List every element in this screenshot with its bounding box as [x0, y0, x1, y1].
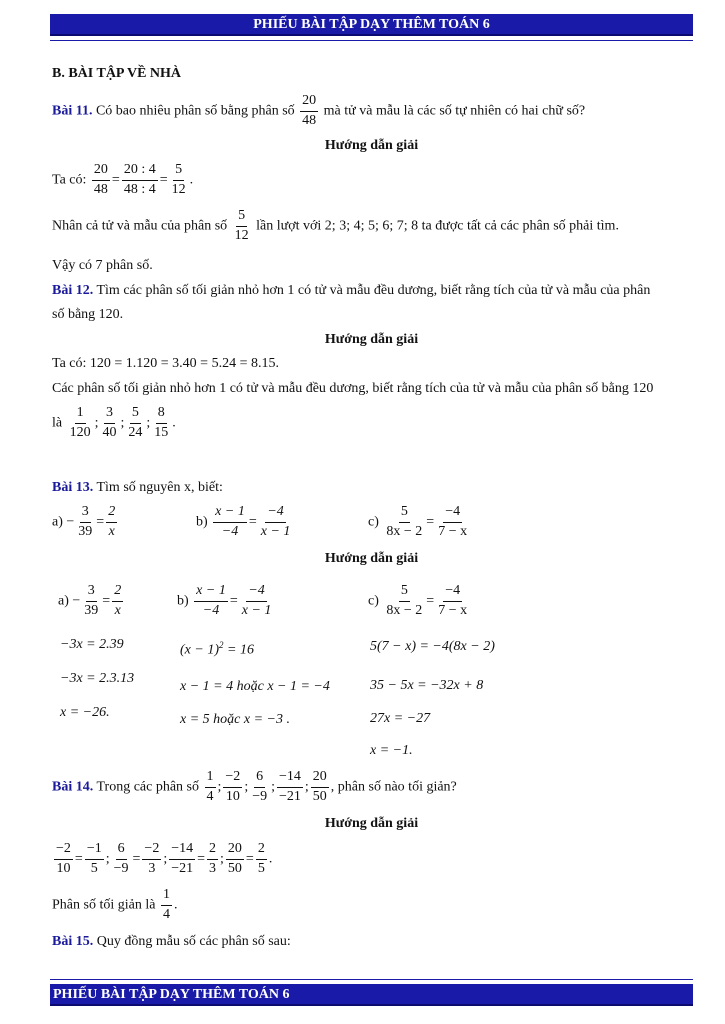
bai13-label: Bài 13. — [52, 480, 94, 495]
bai13-text: Tìm số nguyên x, biết: — [96, 480, 223, 495]
bai13-b-step1: $(x - 1)^2 = 16$ — [180, 640, 254, 658]
fraction: $\frac{5}{12}$ — [234, 208, 249, 243]
fraction: $\frac{2}{x}$ — [114, 583, 122, 618]
fraction: $\frac{x - 1}{-4}$ — [215, 504, 245, 539]
bai11-guide-heading: Hướng dẫn giải — [324, 138, 419, 153]
bai13-c-step4: x = −1. — [370, 743, 413, 758]
fraction: $\frac{-4}{x - 1}$ — [241, 583, 272, 618]
bai13-b-step2: x − 1 = 4 hoặc x − 1 = −4 — [180, 679, 330, 694]
page-footer: PHIẾU BÀI TẬP DẠY THÊM TOÁN 6 — [50, 984, 693, 1006]
bai13-part-c: c) $\frac{5}{8x - 2}$ = $\frac{-4}{7 - x}$ — [368, 504, 468, 539]
fraction: $\frac{3}{39}$ — [78, 504, 93, 539]
bai14-text-a: Trong các phân số — [96, 779, 200, 795]
section-title: B. BÀI TẬP VỀ NHÀ — [52, 66, 182, 81]
bai13-part-a: a) − $\frac{3}{39}$ = $\frac{2}{x}$ — [52, 504, 116, 539]
bai11-line2-a: Nhân cả tử và mẫu của phân số — [52, 218, 228, 234]
bai12-guide-heading: Hướng dẫn giải — [324, 332, 419, 347]
fraction: $\frac{3}{40}$ — [102, 405, 117, 440]
fraction: $\frac{3}{39}$ — [84, 583, 99, 618]
bai13-c-step3: 27x = −27 — [370, 711, 431, 726]
bai12-solution-3: là $\frac{1}{120}$ ; $\frac{3}{40}$ ; $\frac{5}{24}$ ; $\frac{8}{15}$ . — [52, 405, 176, 440]
bai11-fraction: $\frac{20}{48}$ — [302, 93, 317, 128]
bai11-text-a: Có bao nhiêu phân số bằng phân số — [95, 103, 295, 119]
fraction: $\frac{2}{5}$ — [257, 841, 265, 876]
bai14-guide-heading: Hướng dẫn giải — [324, 816, 419, 831]
bai13-b-step3: x = 5 hoặc x = −3 . — [180, 712, 290, 727]
fraction: $\frac{5}{12}$ — [171, 162, 186, 197]
bai15-text: Quy đồng mẫu số các phân số sau: — [96, 934, 291, 949]
bai14-conclusion: Phân số tối giản là $\frac{1}{4}$ . — [52, 887, 178, 922]
fraction: $\frac{-2}{3}$ — [144, 841, 160, 876]
fraction: $\frac{-4}{7 - x}$ — [438, 504, 468, 539]
bai12-question-line1 — [52, 283, 650, 299]
bai13-a-step1: −3x = 2.39 — [60, 637, 124, 652]
fraction: $\frac{5}{24}$ — [128, 405, 143, 440]
bai15-label: Bài 15. — [52, 934, 94, 949]
bai11-sol-prefix: Ta có: — [52, 172, 87, 188]
fraction: $\frac{-1}{5}$ — [86, 841, 102, 876]
bai11-line2-b: lần lượt với 2; 3; 4; 5; 6; 7; 8 ta được tất cả các phân số phải tìm. — [256, 218, 619, 234]
fraction: $\frac{20 : 4}{48 : 4}$ — [123, 162, 156, 197]
fraction: $\frac{-4}{x - 1}$ — [260, 504, 291, 539]
fraction: $\frac{-4}{7 - x}$ — [438, 583, 468, 618]
bai14-solution-1: $\frac{-2}{10}$ = $\frac{-1}{5}$ ; $\frac{6}{-9}$ = $\frac{-2}{3}$ ; $\frac{-14}{-21}$ = $\frac{2}{3}$ ; $\frac{20}{50}$ = $\frac{2}{5}$ . — [56, 841, 273, 876]
fraction: $\frac{x - 1}{-4}$ — [196, 583, 226, 618]
bai13-sol-c-header: c) $\frac{5}{8x - 2}$ = $\frac{-4}{7 - x}$ — [368, 583, 468, 618]
bai14-label: Bài 14. — [52, 779, 94, 795]
bai14-question: Bài 14. Trong các phân số $\frac{1}{4}$ ; $\frac{-2}{10}$ ; $\frac{6}{-9}$ ; $\frac{-14}{-21}$ ; $\frac{20}{50}$ , phân số nào tối giản? — [52, 769, 457, 804]
bai14-conclusion-prefix: Phân số tối giản là — [52, 897, 156, 913]
fraction: $\frac{1}{4}$ — [162, 887, 170, 922]
bai11-solution-2 — [52, 209, 619, 243]
footer-rule — [50, 979, 693, 980]
fraction: $\frac{20}{50}$ — [312, 769, 327, 804]
bai12-solution-1: Ta có: 120 = 1.120 = 3.40 = 5.24 = 8.15. — [52, 356, 279, 371]
bai13-question — [52, 480, 223, 496]
bai13-a-step3: x = −26. — [60, 705, 110, 720]
bai13-c-step2: 35 − 5x = −32x + 8 — [370, 678, 484, 693]
fraction: $\frac{-14}{-21}$ — [279, 769, 301, 804]
bai13-sol-b-header: b) $\frac{x - 1}{-4}$ = $\frac{-4}{x - 1}$ — [177, 583, 272, 618]
bai11-label: Bài 11. — [52, 103, 93, 119]
bai13-c-step1: 5(7 − x) = −4(8x − 2) — [370, 639, 495, 654]
bai13-a-step2: −3x = 2.3.13 — [60, 671, 135, 686]
bai11-text-b: mà tử và mẫu là các số tự nhiên có hai chữ số? — [323, 103, 586, 119]
fraction: $\frac{-2}{10}$ — [225, 769, 241, 804]
bai11-question — [52, 94, 585, 128]
bai13-sol-a-header: a) − $\frac{3}{39}$ = $\frac{2}{x}$ — [58, 583, 122, 618]
fraction: $\frac{1}{4}$ — [206, 769, 214, 804]
fraction: $\frac{6}{-9}$ — [252, 769, 268, 804]
bai11-conclusion: Vậy có 7 phân số. — [52, 258, 153, 273]
fraction: $\frac{20}{50}$ — [227, 841, 242, 876]
header-rule — [50, 40, 693, 41]
fraction: $\frac{1}{120}$ — [69, 405, 91, 440]
bai12-label: Bài 12. — [52, 283, 94, 298]
fraction: $\frac{5}{8x - 2}$ — [386, 504, 423, 539]
bai15-question — [52, 934, 291, 950]
fraction: $\frac{2}{3}$ — [209, 841, 217, 876]
bai11-solution-1: Ta có: $\frac{20}{48}$ = $\frac{20 : 4}{48 : 4}$ = $\frac{5}{12}$ . — [52, 162, 194, 197]
bai12-solution-2: Các phân số tối giản nhỏ hơn 1 có tử và mẫu đều dương, biết rằng tích của tử và mẫu của phân số bằng 120 — [52, 381, 654, 396]
bai12-text1: Tìm các phân số tối giản nhỏ hơn 1 có tử và mẫu đều dương, biết rằng tích của tử và mẫu của phân — [96, 283, 651, 298]
fraction: $\frac{-14}{-21}$ — [171, 841, 194, 876]
bai12-question-line2: số bằng 120. — [52, 307, 124, 322]
fraction: $\frac{-2}{10}$ — [56, 841, 71, 876]
fraction: $\frac{8}{15}$ — [154, 405, 169, 440]
fraction: $\frac{5}{8x - 2}$ — [386, 583, 423, 618]
fraction: $\frac{6}{-9}$ — [113, 841, 129, 876]
bai12-sol3-prefix: là — [52, 415, 63, 431]
bai13-part-b: b) $\frac{x - 1}{-4}$ = $\frac{-4}{x - 1}$ — [196, 504, 291, 539]
fraction: $\frac{20}{48}$ — [93, 162, 108, 197]
fraction: $\frac{2}{x}$ — [108, 504, 116, 539]
bai13-guide-heading: Hướng dẫn giải — [324, 551, 419, 566]
page-header: PHIẾU BÀI TẬP DẠY THÊM TOÁN 6 — [50, 14, 693, 36]
bai14-text-b: , phân số nào tối giản? — [330, 779, 457, 795]
